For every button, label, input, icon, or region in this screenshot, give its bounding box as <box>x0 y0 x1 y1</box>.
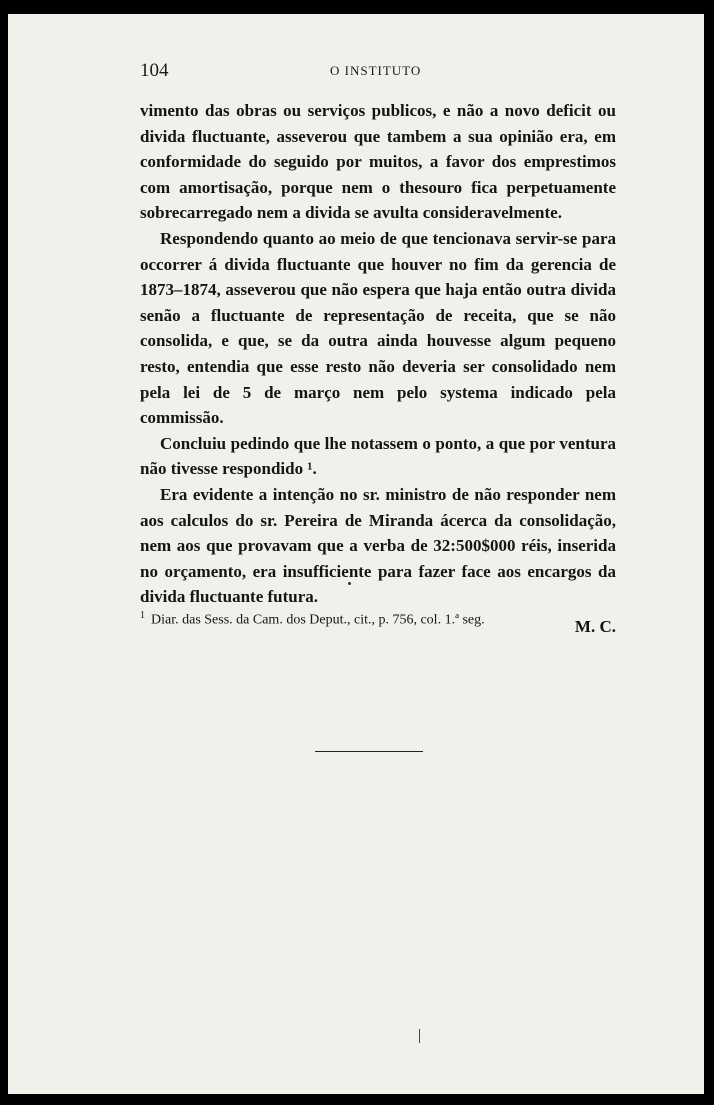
footnote-text: Diar. das Sess. da Cam. dos Deput., cit., p. 756, col. 1.ª seg. <box>151 612 485 628</box>
ink-speck <box>348 582 351 585</box>
page-number: 104 <box>140 60 169 81</box>
paragraph-concluiu: Concluiu pedindo que lhe notassem o ponto, a que por ventura não tivesse respondido ¹. <box>140 433 616 479</box>
body-text <box>140 98 616 639</box>
footnote <box>140 610 616 629</box>
footnote-marker: 1 <box>140 610 145 621</box>
document-page <box>8 14 704 1094</box>
paragraph-respondendo: Respondendo quanto ao meio de que tencionava servir-se para occorrer á divida fluctuante que houver no fim da gerencia de 1873–1874, asseverou que não espera que haja então outra divida senão a fluctuante de representação de receita, que se não consolida, e que, se da outra ainda houvesse algum pequeno resto, entendia que esse resto não deveria ser consolidado nem pela lei de 5 de março nem pelo systema indicado pela commissão. <box>140 228 616 428</box>
ink-mark <box>419 1029 420 1043</box>
section-rule <box>315 751 423 752</box>
author-signature: M. C. <box>574 616 616 636</box>
page-header <box>140 60 630 84</box>
running-title: O INSTITUTO <box>330 63 422 78</box>
paragraph-continuation: vimento das obras ou serviços publicos, e não a novo deficit ou divida fluctuante, asseverou que tambem a sua opinião era, em conformidade do seguido por muitos, a favor dos emprestimos com amortisação, porque nem o thesouro fica perpetuamente sobrecarregado nem a divida se avulta consideravelmente. <box>140 101 616 223</box>
paragraph-era-evidente: Era evidente a intenção no sr. ministro de não responder nem aos calculos do sr. Pereira de Miranda ácerca da consolidação, nem aos que provavam que a verba de 32:500$000 réis, inserida no orçamento, era insufficiente para fazer face aos encargos da divida fluctuante futura. <box>140 484 616 607</box>
